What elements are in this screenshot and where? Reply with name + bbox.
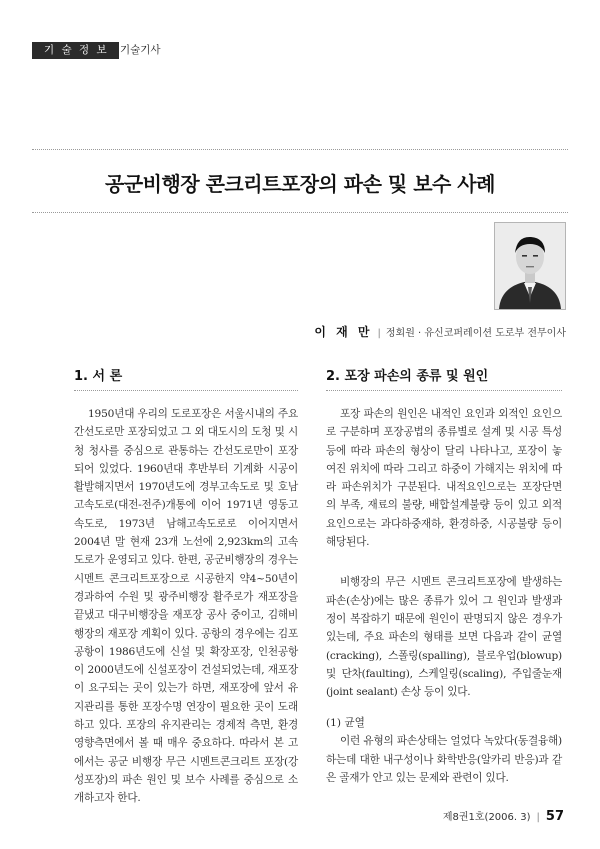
section-heading-damage-types: 2. 포장 파손의 종류 및 원인 <box>326 365 562 391</box>
author-photo <box>494 222 566 310</box>
left-column <box>62 365 298 808</box>
section-tag: 기 술 정 보 <box>32 42 119 59</box>
section-subtitle: 기술기사 <box>120 44 161 56</box>
page-footer <box>443 808 564 824</box>
section-heading-introduction: 1. 서 론 <box>74 365 298 391</box>
author-portrait-icon <box>495 223 565 309</box>
author-name: 이 재 만 <box>314 325 373 339</box>
article-title: 공군비행장 콘크리트포장의 파손 및 보수 사례 <box>105 172 495 196</box>
right-column <box>326 365 562 787</box>
body-paragraph: 비행장의 무근 시멘트 콘크리트포장에 발생하는 파손(손상)에는 많은 종류가 있어 그 원인과 발생과정이 복잡하기 때문에 원인이 판명되지 않은 경우가 있는데, 주요 파손의 형태를 보면 다음과 같이 균열(cracking), 스폴링(spalling), 블로우업(blowup) 및 단차(faulting), 스케일링(scaling), 주입줄눈재(joint sealant) 손상 등이 있다. <box>326 576 562 699</box>
body-paragraph: 포장 파손의 원인은 내적인 요인과 외적인 요인으로 구분하며 포장공법의 종류별로 설계 및 시공 특성 등에 따라 파손의 형상이 달리 나타나고, 포장이 놓여진 위치에 따라 그리고 하중이 가해지는 위치에 따라 파손위치가 구분된다. 내적요인으로는 포장단면의 부족, 재료의 불량, 배합설계불량 등이 있고 외적요인으로는 과다하중재하, 환경하중, 시공불량 등이 해당된다. <box>326 408 562 549</box>
author-line <box>314 323 566 340</box>
author-affiliation: 정회원 · 유신코퍼레이션 도로부 전무이사 <box>385 328 566 339</box>
author-separator: | <box>377 328 381 339</box>
title-bottom-rule <box>32 212 568 213</box>
page-number: 57 <box>545 809 564 824</box>
body-paragraph: 이런 유형의 파손상태는 얼었다 녹았다(동결융해)하는데 대한 내구성이나 화학반응(알카리 반응)과 같은 골재가 안고 있는 문제와 관련이 있다. <box>326 735 562 785</box>
body-paragraph: 1950년대 우리의 도로포장은 서울시내의 주요간선도로만 포장되었고 그 외 대도시의 도청 및 시청 청사를 중심으로 관통하는 간선도로만이 포장되어 있었다. 1960년대 후반부터 기계화 시공이 활발해지면서 1970년도에 경부고속도로 및 호남고속도로(대전-전주)개통에 이어 1971년 영동고속도로, 1973년 남해고속도로로 이어지면서 2004년 말 현재 23개 노선에 2,923km의 고속도로가 운영되고 있다. 한편, 공군비행장의 경우는 시멘트 콘크리트포장으로 시공한지 약4~50년이 경과하여 수원 및 광주비행장 활주로가 재포장을 끝냈고 대구비행장을 재포장 공사 중이고, 김해비행장의 재포장 계획이 있다. 공항의 경우에는 김포공항이 1986년도에 신설 및 확장포장, 인천공항이 2000년도에 신설포장이 건설되었는데, 재포장이 요구되는 곳이 있는가 하면, 재포장에 앞서 유지관리를 통한 포장수명 연장이 필요한 곳이 도래하고 있다. 포장의 유지관리는 경제적 측면, 환경영향측면에서 볼 때 매우 중요하다. 따라서 본 고에서는 공군 비행장 무근 시멘트콘크리트 포장(강성포장)의 파손 원인 및 보수 사례를 중심으로 소개하고자 한다. <box>74 408 298 805</box>
subheading-cracking: (1) 균열 <box>326 717 365 730</box>
title-top-rule <box>32 149 568 150</box>
footer-separator: | <box>536 812 540 823</box>
issue-info: 제8권1호(2006. 3) <box>442 812 531 823</box>
